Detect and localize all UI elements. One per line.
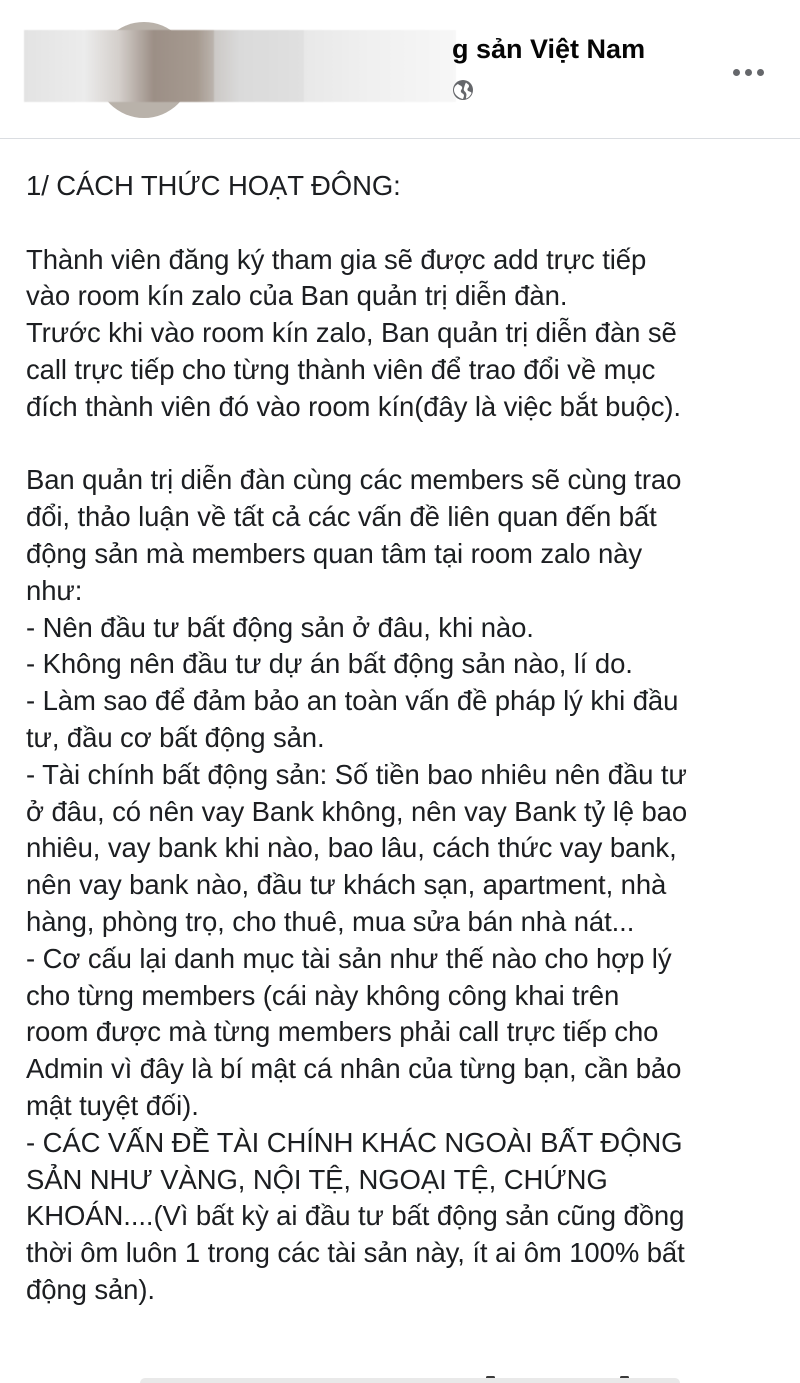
post-line: call trực tiếp cho từng thành viên để trao đổi về mục <box>26 353 656 385</box>
post-line: nên vay bank nào, đầu tư khách sạn, apartment, nhà <box>26 869 667 901</box>
post-line: SẢN NHƯ VÀNG, NỘI TỆ, NGOẠI TỆ, CHỨNG <box>26 1163 608 1195</box>
post-line: - Nên đầu tư bất động sản ở đâu, khi nào. <box>26 611 534 643</box>
post-line: động sản). <box>26 1273 155 1305</box>
post-line: vào room kín zalo của Ban quản trị diễn đàn. <box>26 280 568 312</box>
redacted-page-name-blur <box>24 30 456 102</box>
post-meta <box>452 78 474 102</box>
post-line: tư, đầu cơ bất động sản. <box>26 721 325 753</box>
more-horizontal-icon <box>745 69 752 76</box>
post-line: - CÁC VẤN ĐỀ TÀI CHÍNH KHÁC NGOÀI BẤT ĐỘNG <box>26 1126 683 1158</box>
post-line: như: <box>26 574 83 606</box>
post-text <box>26 168 796 1309</box>
post-line: room được mà từng members phải call trực tiếp cho <box>26 1016 659 1048</box>
post-line: KHOÁN....(Vì bất kỳ ai đầu tư bất động sản cũng đồng <box>26 1200 685 1232</box>
post-line: động sản mà members quan tâm tại room zalo này <box>26 537 642 569</box>
bottom-sheet-handle <box>140 1378 680 1383</box>
more-options-button[interactable] <box>726 60 770 84</box>
blank-line <box>26 426 796 463</box>
page-name[interactable]: g sản Việt Nam <box>452 34 646 64</box>
post-header <box>0 0 800 138</box>
post-line: 1/ CÁCH THỨC HOẠT ĐÔNG: <box>26 170 401 201</box>
blank-line <box>26 205 796 242</box>
header-divider <box>0 138 800 139</box>
globe-icon[interactable] <box>452 79 474 101</box>
post-line: đích thành viên đó vào room kín(đây là việc bắt buộc). <box>26 390 681 422</box>
post-line: hàng, phòng trọ, cho thuê, mua sửa bán nhà nát... <box>26 905 635 937</box>
post-line: Admin vì đây là bí mật cá nhân của từng bạn, cần bảo <box>26 1053 682 1085</box>
post-line: - Làm sao để đảm bảo an toàn vấn đề pháp lý khi đầu <box>26 685 679 717</box>
post-line: - Tài chính bất động sản: Số tiền bao nhiêu nên đầu tư <box>26 758 687 790</box>
post-line: Ban quản trị diễn đàn cùng các members sẽ cùng trao <box>26 464 682 496</box>
post-line: - Không nên đầu tư dự án bất động sản nào, lí do. <box>26 648 633 680</box>
post-line: Trước khi vào room kín zalo, Ban quản trị diễn đàn sẽ <box>26 317 677 349</box>
post-line: - Cơ cấu lại danh mục tài sản như thế nào cho hợp lý <box>26 942 672 974</box>
post-line: thời ôm luôn 1 trong các tài sản này, ít ai ôm 100% bất <box>26 1237 685 1269</box>
post-line: đổi, thảo luận về tất cả các vấn đề liên quan đến bất <box>26 501 657 533</box>
post-line: Thành viên đăng ký tham gia sẽ được add trực tiếp <box>26 243 647 275</box>
post-line: mật tuyệt đối). <box>26 1089 199 1121</box>
more-horizontal-icon <box>733 69 740 76</box>
more-horizontal-icon <box>757 69 764 76</box>
post-line: nhiêu, vay bank khi nào, bao lâu, cách thức vay bank, <box>26 832 677 864</box>
post-line: cho từng members (cái này không công khai trên <box>26 979 620 1011</box>
post-line: ở đâu, có nên vay Bank không, nên vay Bank tỷ lệ bao <box>26 795 688 827</box>
